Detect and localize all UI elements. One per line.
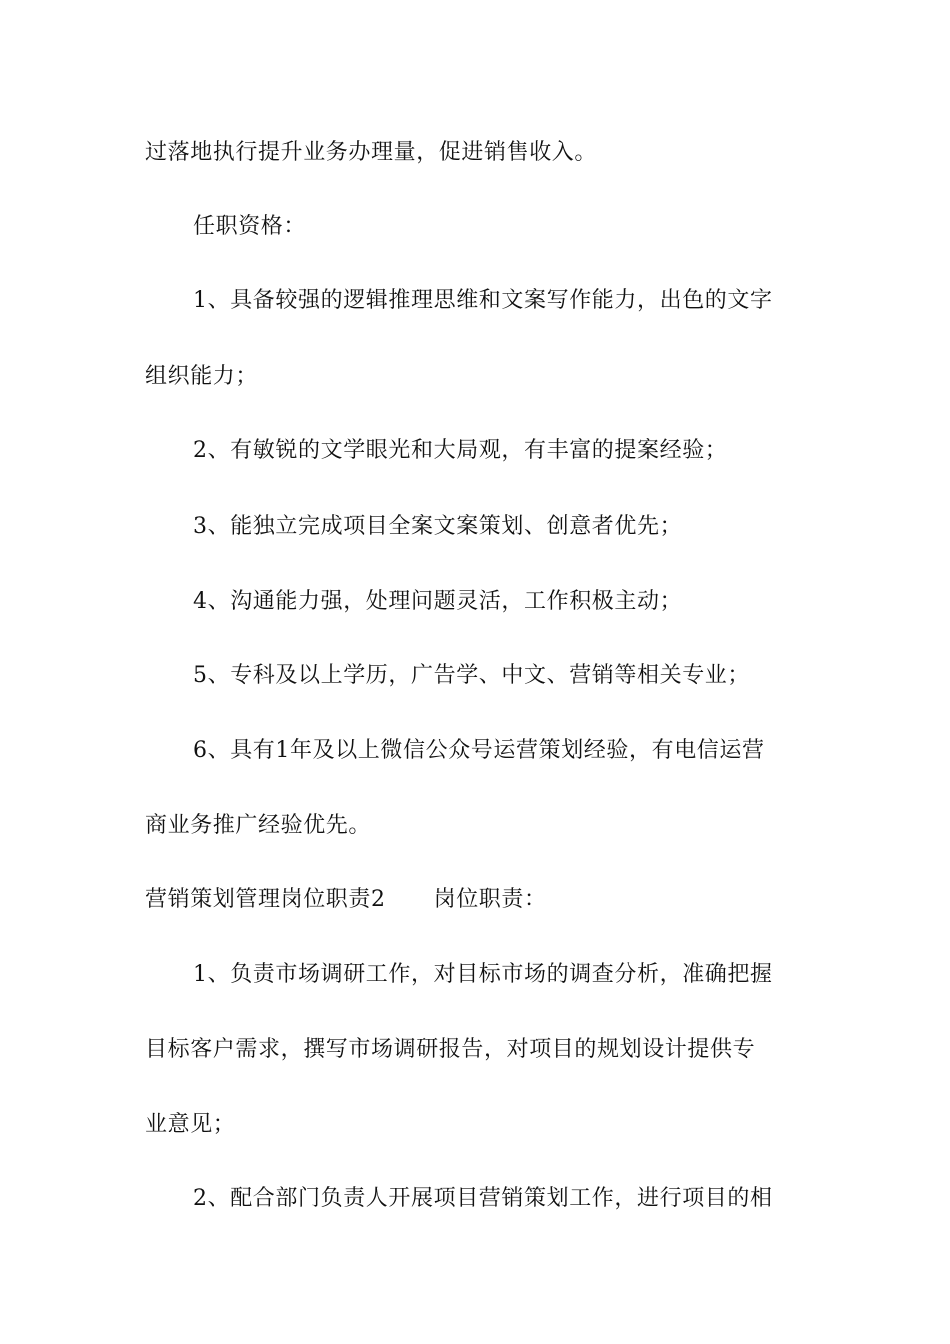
- list-item: 5、专科及以上学历，广告学、中文、营销等相关专业；: [193, 663, 750, 688]
- section-title: 营销策划管理岗位职责2: [145, 887, 386, 912]
- list-item: 2、配合部门负责人开展项目营销策划工作，进行项目的相: [193, 1186, 773, 1211]
- list-item-continuation: 目标客户需求，撰写市场调研报告，对项目的规划设计提供专: [145, 1037, 756, 1062]
- list-item: 6、具有1年及以上微信公众号运营策划经验，有电信运营: [193, 738, 765, 763]
- list-item: 4、沟通能力强，处理问题灵活，工作积极主动；: [193, 589, 683, 614]
- section-heading-qualifications: 任职资格：: [193, 214, 307, 239]
- paragraph-line: 过落地执行提升业务办理量，促进销售收入。: [145, 140, 598, 165]
- list-item: 1、负责市场调研工作，对目标市场的调查分析，准确把握: [193, 962, 773, 987]
- section-heading-duties: 岗位职责：: [433, 887, 547, 912]
- list-item-continuation: 业意见；: [145, 1112, 236, 1137]
- list-item: 1、具备较强的逻辑推理思维和文案写作能力，出色的文字: [193, 288, 773, 313]
- list-item-continuation: 商业务推广经验优先。: [145, 813, 372, 838]
- list-item: 3、能独立完成项目全案文案策划、创意者优先；: [193, 514, 683, 539]
- section-title-line: [145, 885, 825, 915]
- list-item: 2、有敏锐的文学眼光和大局观，有丰富的提案经验；: [193, 438, 728, 463]
- list-item-continuation: 组织能力；: [145, 364, 259, 389]
